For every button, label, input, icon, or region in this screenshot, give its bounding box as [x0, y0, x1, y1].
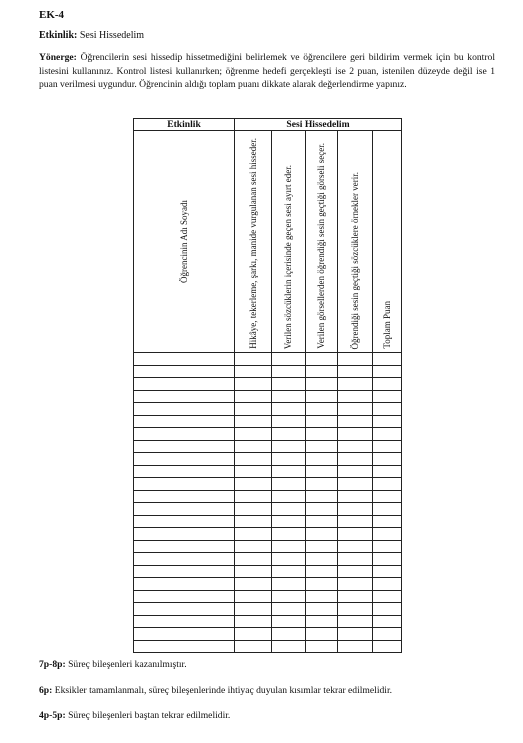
score-cell[interactable] — [272, 515, 306, 528]
score-cell[interactable] — [272, 603, 306, 616]
legend-text: Süreç bileşenleri baştan tekrar edilmelidir. — [68, 710, 231, 721]
student-name-cell[interactable] — [134, 603, 235, 616]
score-cell[interactable] — [306, 615, 338, 628]
table-row — [134, 378, 402, 391]
score-cell[interactable] — [235, 515, 272, 528]
score-cell[interactable] — [272, 578, 306, 591]
score-cell[interactable] — [306, 490, 338, 503]
score-cell[interactable] — [338, 428, 373, 441]
criterion-cell — [338, 131, 373, 353]
score-cell[interactable] — [306, 540, 338, 553]
table-row — [134, 515, 402, 528]
score-cell[interactable] — [235, 390, 272, 403]
table-row — [134, 353, 402, 366]
score-cell[interactable] — [373, 453, 402, 466]
score-cell[interactable] — [235, 603, 272, 616]
score-cell[interactable] — [306, 478, 338, 491]
score-cell[interactable] — [306, 603, 338, 616]
score-cell[interactable] — [373, 478, 402, 491]
score-cell[interactable] — [373, 553, 402, 566]
student-name-cell[interactable] — [134, 578, 235, 591]
score-cell[interactable] — [373, 540, 402, 553]
criterion-label: Hikâye, tekerleme, şarkı, manide vurgulanan sesi hisseder. — [247, 138, 258, 349]
score-cell[interactable] — [338, 415, 373, 428]
score-cell[interactable] — [272, 528, 306, 541]
score-cell[interactable] — [235, 578, 272, 591]
header-activity: Etkinlik — [134, 119, 235, 131]
score-cell[interactable] — [272, 453, 306, 466]
student-name-cell[interactable] — [134, 553, 235, 566]
score-cell[interactable] — [338, 490, 373, 503]
score-cell[interactable] — [373, 515, 402, 528]
table-row — [134, 465, 402, 478]
legend-range: 4p-5p: — [39, 710, 66, 721]
score-cell[interactable] — [235, 640, 272, 653]
student-name-cell[interactable] — [134, 353, 235, 366]
score-cell[interactable] — [235, 615, 272, 628]
score-cell[interactable] — [235, 490, 272, 503]
table-row — [134, 365, 402, 378]
score-cell[interactable] — [338, 565, 373, 578]
score-cell[interactable] — [272, 415, 306, 428]
total-score-label: Toplam Puan — [381, 301, 392, 349]
score-cell[interactable] — [272, 353, 306, 366]
score-cell[interactable] — [338, 390, 373, 403]
table-row — [134, 503, 402, 516]
student-name-cell[interactable] — [134, 415, 235, 428]
score-cell[interactable] — [373, 490, 402, 503]
score-cell[interactable] — [306, 528, 338, 541]
score-cell[interactable] — [306, 353, 338, 366]
table-row — [134, 440, 402, 453]
score-cell[interactable] — [373, 465, 402, 478]
table-row — [134, 590, 402, 603]
score-cell[interactable] — [338, 553, 373, 566]
score-cell[interactable] — [272, 378, 306, 391]
score-cell[interactable] — [373, 440, 402, 453]
student-name-cell[interactable] — [134, 465, 235, 478]
header-activity-name: Sesi Hissedelim — [235, 119, 402, 131]
score-cell[interactable] — [338, 378, 373, 391]
score-cell[interactable] — [338, 453, 373, 466]
score-cell[interactable] — [338, 578, 373, 591]
score-cell[interactable] — [373, 428, 402, 441]
activity-line — [39, 30, 144, 41]
score-cell[interactable] — [235, 528, 272, 541]
score-cell[interactable] — [338, 603, 373, 616]
score-cell[interactable] — [272, 390, 306, 403]
score-cell[interactable] — [373, 528, 402, 541]
score-cell[interactable] — [338, 365, 373, 378]
student-name-cell[interactable] — [134, 528, 235, 541]
score-cell[interactable] — [272, 565, 306, 578]
page-title: EK-4 — [39, 9, 65, 21]
score-cell[interactable] — [338, 440, 373, 453]
score-cell[interactable] — [338, 478, 373, 491]
score-cell[interactable] — [373, 615, 402, 628]
criterion-cell — [235, 131, 272, 353]
score-cell[interactable] — [373, 628, 402, 641]
score-cell[interactable] — [373, 353, 402, 366]
legend-item — [39, 685, 392, 696]
student-name-cell[interactable] — [134, 490, 235, 503]
score-cell[interactable] — [306, 378, 338, 391]
score-cell[interactable] — [235, 478, 272, 491]
student-name-cell[interactable] — [134, 590, 235, 603]
student-name-cell[interactable] — [134, 378, 235, 391]
score-cell[interactable] — [306, 415, 338, 428]
score-cell[interactable] — [306, 503, 338, 516]
score-cell[interactable] — [373, 503, 402, 516]
activity-label: Etkinlik: — [39, 30, 78, 41]
score-cell[interactable] — [272, 490, 306, 503]
criterion-label: Verilen görsellerden öğrendiği sesin geçtiği görseli seçer. — [316, 143, 326, 349]
score-cell[interactable] — [373, 390, 402, 403]
score-cell[interactable] — [338, 528, 373, 541]
score-cell[interactable] — [306, 578, 338, 591]
legend-item — [39, 659, 187, 670]
score-cell[interactable] — [373, 565, 402, 578]
score-cell[interactable] — [338, 353, 373, 366]
score-cell[interactable] — [306, 453, 338, 466]
score-cell[interactable] — [235, 365, 272, 378]
score-cell[interactable] — [235, 540, 272, 553]
score-cell[interactable] — [272, 590, 306, 603]
table-row — [134, 565, 402, 578]
student-rows — [134, 353, 402, 653]
score-cell[interactable] — [373, 415, 402, 428]
score-cell[interactable] — [306, 428, 338, 441]
score-cell[interactable] — [235, 503, 272, 516]
table-row — [134, 553, 402, 566]
score-cell[interactable] — [306, 365, 338, 378]
student-name-cell[interactable] — [134, 515, 235, 528]
score-cell[interactable] — [338, 640, 373, 653]
score-cell[interactable] — [373, 403, 402, 416]
score-cell[interactable] — [306, 403, 338, 416]
score-cell[interactable] — [272, 540, 306, 553]
score-cell[interactable] — [338, 503, 373, 516]
table-row — [134, 390, 402, 403]
table-row — [134, 615, 402, 628]
directive-text: Öğrencilerin sesi hissedip hissetmediğini belirlemek ve öğrencilere geri bildirim vermek için bu kontrol listesini kullanınız. Kontrol listesi kullanırken; öğrenme hedefi gerçekleşti ise 2 puan, istenilen düzeyde değil ise 1 puan verilmesi uygundur. Öğrencinin aldığı toplam puanı dikkate alarak değerlendirme yapınız. — [39, 52, 495, 91]
criterion-cell — [306, 131, 338, 353]
criterion-label: Öğrendiği sesin geçtiği sözcüklere örnekler verir. — [349, 171, 360, 349]
score-cell[interactable] — [373, 365, 402, 378]
table-row — [134, 540, 402, 553]
table-row — [134, 578, 402, 591]
legend-text: Eksikler tamamlanmalı, süreç bileşenlerinde ihtiyaç duyulan kısımlar tekrar edilmelidir. — [54, 685, 393, 696]
score-cell[interactable] — [235, 465, 272, 478]
table-row — [134, 603, 402, 616]
student-name-cell[interactable] — [134, 453, 235, 466]
criterion-cell — [272, 131, 306, 353]
score-cell[interactable] — [272, 503, 306, 516]
score-cell[interactable] — [338, 540, 373, 553]
score-cell[interactable] — [272, 640, 306, 653]
table-row — [134, 640, 402, 653]
score-cell[interactable] — [373, 578, 402, 591]
score-cell[interactable] — [306, 565, 338, 578]
score-cell[interactable] — [373, 378, 402, 391]
score-cell[interactable] — [272, 403, 306, 416]
score-cell[interactable] — [338, 615, 373, 628]
score-cell[interactable] — [306, 390, 338, 403]
student-name-cell[interactable] — [134, 478, 235, 491]
checklist-table — [133, 118, 402, 653]
score-cell[interactable] — [373, 603, 402, 616]
table-row — [134, 403, 402, 416]
student-name-cell[interactable] — [134, 503, 235, 516]
score-cell[interactable] — [306, 628, 338, 641]
score-cell[interactable] — [306, 440, 338, 453]
score-cell[interactable] — [272, 628, 306, 641]
score-cell[interactable] — [235, 628, 272, 641]
score-cell[interactable] — [272, 615, 306, 628]
table-row — [134, 428, 402, 441]
table-row — [134, 628, 402, 641]
total-score-header — [373, 131, 402, 353]
student-name-cell[interactable] — [134, 628, 235, 641]
student-name-cell[interactable] — [134, 640, 235, 653]
score-cell[interactable] — [272, 428, 306, 441]
score-cell[interactable] — [235, 590, 272, 603]
score-cell[interactable] — [272, 440, 306, 453]
score-cell[interactable] — [373, 590, 402, 603]
score-cell[interactable] — [306, 640, 338, 653]
criterion-label: Verilen sözcüklerin içerisinde geçen sesi ayırt eder. — [283, 164, 293, 349]
table-row — [134, 528, 402, 541]
score-cell[interactable] — [235, 440, 272, 453]
student-name-cell[interactable] — [134, 403, 235, 416]
table-row — [134, 478, 402, 491]
directive-label: Yönerge: — [39, 52, 77, 63]
score-cell[interactable] — [272, 365, 306, 378]
score-cell[interactable] — [338, 590, 373, 603]
score-cell[interactable] — [373, 640, 402, 653]
score-cell[interactable] — [338, 403, 373, 416]
score-cell[interactable] — [235, 353, 272, 366]
student-name-cell[interactable] — [134, 390, 235, 403]
score-cell[interactable] — [235, 565, 272, 578]
legend-range: 7p-8p: — [39, 659, 66, 670]
name-column-header — [134, 131, 235, 353]
score-cell[interactable] — [235, 403, 272, 416]
legend-text: Süreç bileşenleri kazanılmıştır. — [68, 659, 187, 670]
score-cell[interactable] — [235, 378, 272, 391]
name-column-label: Öğrencinin Adı Soyadı — [178, 200, 189, 283]
activity-name: Sesi Hissedelim — [79, 30, 145, 41]
student-name-cell[interactable] — [134, 365, 235, 378]
score-cell[interactable] — [338, 465, 373, 478]
score-cell[interactable] — [235, 428, 272, 441]
score-cell[interactable] — [272, 553, 306, 566]
score-cell[interactable] — [235, 553, 272, 566]
student-name-cell[interactable] — [134, 540, 235, 553]
score-cell[interactable] — [306, 465, 338, 478]
score-cell[interactable] — [306, 590, 338, 603]
student-name-cell[interactable] — [134, 615, 235, 628]
score-cell[interactable] — [306, 553, 338, 566]
table-header-row — [134, 119, 402, 131]
table-row — [134, 453, 402, 466]
legend-item — [39, 710, 230, 721]
score-cell[interactable] — [235, 415, 272, 428]
student-name-cell[interactable] — [134, 565, 235, 578]
score-cell[interactable] — [306, 515, 338, 528]
criteria-row — [134, 131, 402, 353]
score-cell[interactable] — [338, 628, 373, 641]
score-cell[interactable] — [235, 453, 272, 466]
student-name-cell[interactable] — [134, 440, 235, 453]
legend-range: 6p: — [39, 685, 53, 696]
table-row — [134, 415, 402, 428]
score-cell[interactable] — [272, 478, 306, 491]
directive-paragraph — [39, 51, 495, 92]
table-row — [134, 490, 402, 503]
score-cell[interactable] — [338, 515, 373, 528]
student-name-cell[interactable] — [134, 428, 235, 441]
score-cell[interactable] — [272, 465, 306, 478]
